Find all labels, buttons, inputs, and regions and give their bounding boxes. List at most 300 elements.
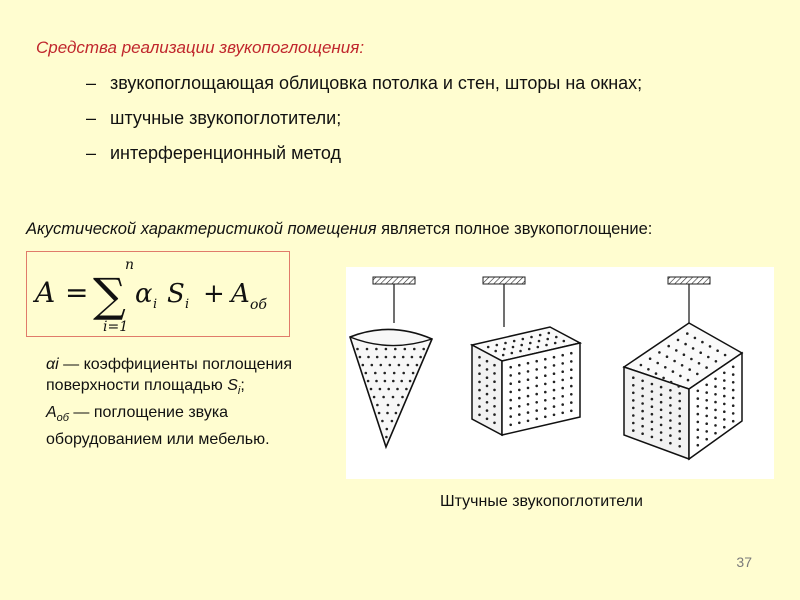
- page-number: 37: [736, 554, 752, 570]
- perforation-dot: [705, 407, 708, 410]
- perforation-dot: [518, 372, 521, 375]
- perforation-dot: [478, 397, 481, 400]
- bullet-dash: –: [86, 73, 97, 93]
- perforation-dot: [371, 364, 374, 367]
- legend-alpha-desc: — коэффициенты поглощения поверхности площадью: [46, 356, 292, 394]
- perforation-dot: [640, 364, 643, 367]
- perforation-dot: [555, 336, 558, 339]
- perforation-dot: [544, 358, 547, 361]
- perforation-dot: [716, 349, 719, 352]
- perforation-dot: [678, 392, 681, 395]
- perforation-dot: [655, 372, 658, 375]
- perforation-dot: [709, 345, 712, 348]
- perforation-dot: [701, 341, 704, 344]
- perforation-dot: [684, 343, 687, 346]
- perforation-dot: [641, 410, 644, 413]
- perforation-dot: [553, 414, 556, 417]
- perforation-dot: [535, 360, 538, 363]
- perforation-dot: [673, 360, 676, 363]
- perforation-dot: [376, 404, 379, 407]
- perforation-dot: [697, 436, 700, 439]
- perforation-dot: [535, 393, 538, 396]
- formula-lhs: A: [35, 276, 56, 309]
- legend-line-2: [46, 402, 306, 450]
- perforation-dot: [518, 405, 521, 408]
- perforation-dot: [387, 388, 390, 391]
- perforation-dot: [651, 428, 654, 431]
- perforation-dot: [513, 340, 516, 343]
- perforation-dot: [561, 395, 564, 398]
- perforation-dot: [520, 344, 523, 347]
- formula-svg: [27, 252, 289, 336]
- perforation-dot: [715, 360, 718, 363]
- perforation-dot: [376, 356, 379, 359]
- perforation-dot: [509, 391, 512, 394]
- perforation-dot: [384, 380, 387, 383]
- legend-S-sub: i: [237, 385, 241, 398]
- perforation-dot: [395, 412, 398, 415]
- perforation-dot: [393, 372, 396, 375]
- perforation-dot: [570, 401, 573, 404]
- perforation-dot: [367, 356, 370, 359]
- perforation-dot: [686, 332, 689, 335]
- legend-A-sub: об: [56, 412, 69, 425]
- perforation-dot: [681, 364, 684, 367]
- perforation-dot: [389, 364, 392, 367]
- perforation-dot: [714, 401, 717, 404]
- perforation-dot: [504, 342, 507, 345]
- perforation-dot: [527, 395, 530, 398]
- perforation-dot: [651, 390, 654, 393]
- perforation-dot: [375, 380, 378, 383]
- perforation-dot: [544, 399, 547, 402]
- perforation-dot: [677, 385, 680, 388]
- perforation-dot: [530, 336, 533, 339]
- perforation-dot: [375, 348, 378, 351]
- perforation-dot: [503, 348, 506, 351]
- perforation-dot: [641, 402, 644, 405]
- perforation-dot: [518, 389, 521, 392]
- perforation-dot: [404, 348, 407, 351]
- perforation-dot: [397, 404, 400, 407]
- bullet-item: [86, 72, 726, 95]
- perforation-dot: [687, 379, 690, 382]
- perforation-dot: [373, 396, 376, 399]
- formula-A2-sub: об: [250, 297, 267, 313]
- perforation-dot: [544, 391, 547, 394]
- perforation-dot: [669, 419, 672, 422]
- perforation-dot: [660, 393, 663, 396]
- perforation-dot: [679, 375, 682, 378]
- perforation-dot: [509, 424, 512, 427]
- perforation-dot: [413, 348, 416, 351]
- perforation-dot: [690, 358, 693, 361]
- perforation-dot: [537, 346, 540, 349]
- bullet-text: звукопоглощающая облицовка потолка и стен, шторы на окнах;: [110, 73, 643, 93]
- perforation-dot: [632, 384, 635, 387]
- perforation-dot: [632, 399, 635, 402]
- perforation-dot: [641, 432, 644, 435]
- perforation-dot: [714, 409, 717, 412]
- perforation-dot: [723, 372, 726, 375]
- perforation-dot: [545, 344, 548, 347]
- perforation-dot: [401, 396, 404, 399]
- perforation-dot: [697, 421, 700, 424]
- perforation-dot: [732, 373, 735, 376]
- perforation-dot: [723, 426, 726, 429]
- perforation-dot: [666, 355, 669, 358]
- legend-text: [46, 354, 306, 450]
- perforation-dot: [502, 354, 505, 357]
- perforation-dot: [669, 397, 672, 400]
- perforation-dot: [544, 407, 547, 410]
- perforation-dot: [697, 397, 700, 400]
- perforation-dot: [544, 366, 547, 369]
- perforation-dot: [554, 342, 557, 345]
- perforation-dot: [651, 383, 654, 386]
- perforation-dot: [539, 334, 542, 337]
- perforation-dot: [632, 376, 635, 379]
- perforation-dot: [402, 356, 405, 359]
- perforation-dot: [705, 422, 708, 425]
- perforation-dot: [697, 444, 700, 447]
- perforation-dot: [705, 438, 708, 441]
- perforation-dot: [405, 388, 408, 391]
- perforation-dot: [724, 354, 727, 357]
- perforation-dot: [553, 372, 556, 375]
- perforation-dot: [561, 354, 564, 357]
- formula-eq: =: [65, 276, 89, 309]
- perforation-dot: [382, 396, 385, 399]
- perforation-dot: [416, 364, 419, 367]
- perforation-dot: [509, 366, 512, 369]
- perforation-dot: [518, 380, 521, 383]
- perforation-dot: [370, 388, 373, 391]
- perforation-dot: [422, 348, 425, 351]
- perforation-dot: [669, 434, 672, 437]
- perforation-dot: [678, 437, 681, 440]
- perforation-dot: [561, 379, 564, 382]
- perforation-dot: [527, 411, 530, 414]
- perforation-dot: [402, 372, 405, 375]
- perforation-dot: [411, 356, 414, 359]
- perforation-dot: [385, 348, 388, 351]
- perforation-dot: [632, 392, 635, 395]
- perforation-dot: [362, 364, 365, 367]
- perforation-dot: [396, 388, 399, 391]
- perforation-dot: [570, 352, 573, 355]
- perforation-dot: [378, 412, 381, 415]
- perforation-dot: [651, 436, 654, 439]
- perforation-dot: [412, 372, 415, 375]
- perforation-dot: [522, 338, 525, 341]
- perforation-dot: [385, 356, 388, 359]
- perforation-dot: [705, 384, 708, 387]
- perforation-dot: [391, 420, 394, 423]
- perforation-dot: [714, 393, 717, 396]
- perforation-dot: [732, 420, 735, 423]
- perforation-dot: [509, 382, 512, 385]
- formula-S-sub: i: [185, 297, 190, 312]
- perforation-dot: [714, 424, 717, 427]
- perforation-dot: [561, 362, 564, 365]
- perforation-dot: [359, 356, 362, 359]
- perforation-dot: [518, 397, 521, 400]
- perforation-dot: [561, 412, 564, 415]
- perforation-dot: [705, 391, 708, 394]
- perforation-dot: [518, 422, 521, 425]
- perforation-dot: [670, 381, 673, 384]
- perforation-dot: [478, 381, 481, 384]
- legend-alpha-symbol: αi: [46, 356, 59, 373]
- perforation-dot: [380, 364, 383, 367]
- perforation-dot: [714, 378, 717, 381]
- perforation-dot: [732, 412, 735, 415]
- perforation-dot: [392, 380, 395, 383]
- perforation-dot: [696, 373, 699, 376]
- perforation-dot: [527, 403, 530, 406]
- perforation-dot: [538, 340, 541, 343]
- perforation-dot: [487, 346, 490, 349]
- perforation-dot: [723, 410, 726, 413]
- perforation-dot: [683, 353, 686, 356]
- perforation-dot: [553, 356, 556, 359]
- perforation-dot: [664, 366, 667, 369]
- perforation-dot: [486, 401, 489, 404]
- bullet-text: интерференционный метод: [110, 143, 342, 163]
- figure-caption: Штучные звукопоглотители: [440, 493, 643, 510]
- perforation-dot: [672, 370, 675, 373]
- perforation-dot: [570, 368, 573, 371]
- perforation-dot: [561, 403, 564, 406]
- perforation-dot: [478, 372, 481, 375]
- perforation-dot: [486, 409, 489, 412]
- perforation-dot: [723, 387, 726, 390]
- perforation-dot: [512, 346, 515, 349]
- perforation-dot: [374, 372, 377, 375]
- perforation-dot: [732, 381, 735, 384]
- perforation-dot: [394, 348, 397, 351]
- perforation-dot: [398, 364, 401, 367]
- perforation-dot: [493, 372, 496, 375]
- perforation-dot: [486, 418, 489, 421]
- perforation-dot: [698, 362, 701, 365]
- perforation-dot: [486, 360, 489, 363]
- formula-plus: +: [203, 279, 225, 309]
- perforation-dot: [667, 345, 670, 348]
- formula-alpha: α: [135, 279, 153, 309]
- perforation-dot: [705, 366, 708, 369]
- perforation-dot: [678, 430, 681, 433]
- perforation-dot: [387, 404, 390, 407]
- formula-sum-top: n: [125, 257, 135, 273]
- formula-S: S: [167, 279, 185, 309]
- perforation-dot: [697, 405, 700, 408]
- perforation-dot: [535, 418, 538, 421]
- perforation-dot: [544, 416, 547, 419]
- perforation-dot: [723, 403, 726, 406]
- perforation-dot: [553, 381, 556, 384]
- perforation-dot: [381, 420, 384, 423]
- perforation-dot: [570, 410, 573, 413]
- perforation-dot: [400, 380, 403, 383]
- perforation-dot: [723, 379, 726, 382]
- perforation-dot: [486, 368, 489, 371]
- perforation-dot: [632, 422, 635, 425]
- perforation-dot: [678, 445, 681, 448]
- perforation-dot: [651, 405, 654, 408]
- rotated-cube-absorber: [624, 277, 742, 459]
- formula-A2: A: [231, 279, 250, 309]
- perforation-dot: [570, 393, 573, 396]
- perforation-dot: [535, 368, 538, 371]
- perforation-dot: [529, 342, 532, 345]
- perforation-dot: [561, 387, 564, 390]
- perforation-dot: [511, 352, 514, 355]
- perforation-dot: [651, 421, 654, 424]
- perforation-dot: [553, 364, 556, 367]
- perforation-dot: [660, 439, 663, 442]
- perforation-dot: [528, 348, 531, 351]
- absorbers-drawing: [346, 267, 774, 479]
- perforation-dot: [707, 356, 710, 359]
- perforation-dot: [656, 362, 659, 365]
- perforation-dot: [509, 407, 512, 410]
- perforation-dot: [662, 377, 665, 380]
- perforation-dot: [518, 413, 521, 416]
- perforation-dot: [678, 422, 681, 425]
- legend-A-symbol: A: [46, 404, 57, 422]
- perforation-dot: [518, 364, 521, 367]
- perforation-dot: [527, 387, 530, 390]
- perforation-dot: [419, 356, 422, 359]
- perforation-dot: [660, 386, 663, 389]
- bullet-list: [86, 72, 726, 177]
- statement-rest: является полное звукопоглощение:: [376, 220, 653, 238]
- perforation-dot: [660, 416, 663, 419]
- perforation-dot: [723, 395, 726, 398]
- perforation-dot: [647, 368, 650, 371]
- perforation-dot: [548, 332, 551, 335]
- perforation-dot: [493, 422, 496, 425]
- legend-line-1: [46, 354, 306, 402]
- perforation-dot: [386, 412, 389, 415]
- legend-S-symbol: S: [227, 377, 238, 394]
- perforation-dot: [641, 425, 644, 428]
- formula-alpha-sub: i: [153, 297, 158, 312]
- perforation-dot: [478, 364, 481, 367]
- perforation-dot: [699, 351, 702, 354]
- perforation-dot: [697, 428, 700, 431]
- perforation-dot: [732, 389, 735, 392]
- perforation-dot: [553, 397, 556, 400]
- perforation-dot: [561, 370, 564, 373]
- perforation-dot: [493, 364, 496, 367]
- perforation-dot: [660, 424, 663, 427]
- perforation-dot: [675, 349, 678, 352]
- perforation-dot: [632, 429, 635, 432]
- perforation-dot: [697, 390, 700, 393]
- perforation-dot: [677, 339, 680, 342]
- perforation-dot: [714, 432, 717, 435]
- perforation-dot: [379, 388, 382, 391]
- perforation-dot: [694, 337, 697, 340]
- perforation-dot: [570, 360, 573, 363]
- perforation-dot: [714, 416, 717, 419]
- perforation-dot: [493, 405, 496, 408]
- perforation-dot: [478, 414, 481, 417]
- perforation-dot: [386, 428, 389, 431]
- perforation-dot: [669, 442, 672, 445]
- perforation-dot: [705, 430, 708, 433]
- perforation-dot: [519, 350, 522, 353]
- bullet-dash: –: [86, 108, 97, 128]
- perforation-dot: [509, 374, 512, 377]
- perforation-dot: [705, 415, 708, 418]
- perforation-dot: [385, 436, 388, 439]
- perforation-dot: [486, 376, 489, 379]
- perforation-dot: [486, 385, 489, 388]
- perforation-dot: [563, 340, 566, 343]
- perforation-dot: [678, 400, 681, 403]
- perforation-dot: [356, 348, 359, 351]
- statement-italic: Акустической характеристикой помещения: [26, 220, 377, 238]
- perforation-dot: [527, 362, 530, 365]
- perforation-dot: [632, 414, 635, 417]
- perforation-dot: [678, 407, 681, 410]
- perforation-dot: [407, 364, 410, 367]
- perforation-dot: [535, 376, 538, 379]
- perforation-dot: [641, 417, 644, 420]
- perforation-dot: [535, 409, 538, 412]
- perforation-dot: [660, 401, 663, 404]
- perforation-dot: [714, 385, 717, 388]
- legend-line-1-end: ;: [240, 377, 245, 394]
- perforation-dot: [535, 401, 538, 404]
- perforation-dot: [527, 370, 530, 373]
- perforation-dot: [494, 350, 497, 353]
- bullet-dash: –: [86, 143, 97, 163]
- statement-line: [26, 220, 652, 239]
- perforation-dot: [732, 404, 735, 407]
- perforation-dot: [493, 380, 496, 383]
- perforation-dot: [641, 395, 644, 398]
- perforation-dot: [669, 412, 672, 415]
- perforation-dot: [732, 366, 735, 369]
- perforation-dot: [669, 404, 672, 407]
- perforation-dot: [641, 387, 644, 390]
- cube-absorber: [472, 277, 580, 435]
- perforation-dot: [546, 338, 549, 341]
- perforation-dot: [732, 397, 735, 400]
- bullet-text: штучные звукопоглотители;: [110, 108, 342, 128]
- perforation-dot: [478, 356, 481, 359]
- slide-heading: Средства реализации звукопоглощения:: [36, 38, 365, 57]
- formula-sum-bottom: i=1: [103, 319, 129, 335]
- perforation-dot: [651, 398, 654, 401]
- perforation-dot: [692, 347, 695, 350]
- perforation-dot: [660, 431, 663, 434]
- perforation-dot: [535, 385, 538, 388]
- perforation-dot: [478, 389, 481, 392]
- perforation-dot: [651, 413, 654, 416]
- perforation-dot: [649, 357, 652, 360]
- perforation-dot: [641, 380, 644, 383]
- perforation-dot: [688, 368, 691, 371]
- perforation-dot: [493, 397, 496, 400]
- perforation-dot: [544, 383, 547, 386]
- perforation-dot: [392, 396, 395, 399]
